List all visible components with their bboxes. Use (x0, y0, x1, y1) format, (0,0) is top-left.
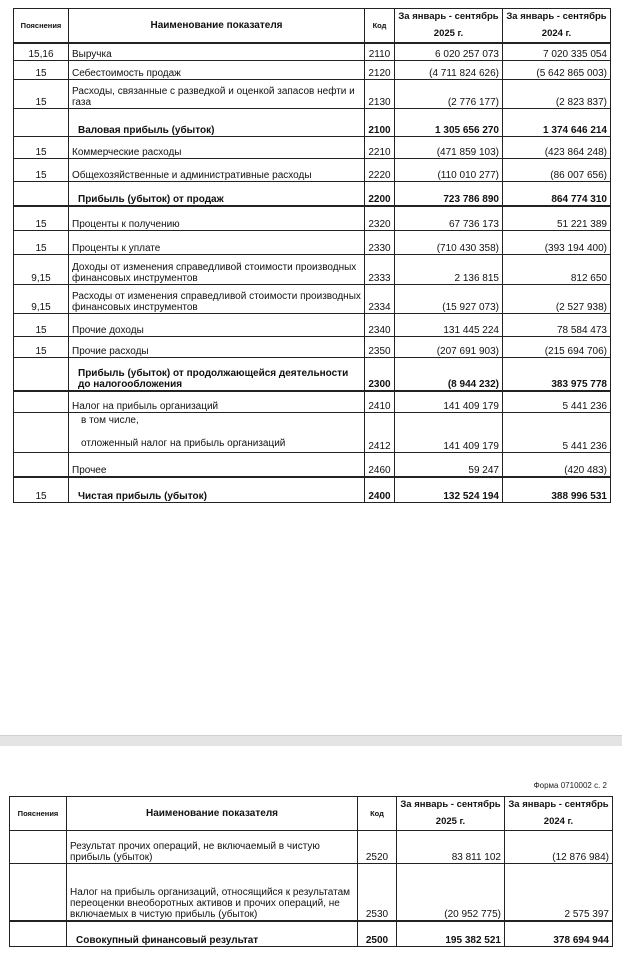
table-row (14, 182, 611, 206)
table-row (14, 206, 611, 231)
table-row (14, 337, 611, 358)
row-code: 2350 (365, 337, 395, 358)
table-row (14, 80, 611, 109)
row-name: Результат прочих операций, не включаемый в чистую прибыль (убыток) (67, 831, 358, 864)
row-name: Расходы, связанные с разведкой и оценкой запасов нефти и газа (69, 80, 365, 109)
table-row (14, 255, 611, 285)
row-note: 15 (14, 61, 69, 80)
row-code: 2130 (365, 80, 395, 109)
row-value-2024: 5 441 236 (503, 391, 611, 413)
row-value-2025: 131 445 224 (395, 314, 503, 337)
row-value-2024: 78 584 473 (503, 314, 611, 337)
row-value-2025: 1 305 656 270 (395, 109, 503, 137)
row-value-2024: (86 007 656) (503, 159, 611, 182)
row-note (10, 831, 67, 864)
row-value-2025: (8 944 232) (395, 358, 503, 391)
row-code: 2460 (365, 453, 395, 477)
row-code: 2200 (365, 182, 395, 206)
row-note: 9,15 (14, 285, 69, 314)
row-value-2024: (215 694 706) (503, 337, 611, 358)
row-value-2024: 7 020 335 054 (503, 43, 611, 61)
row-code: 2530 (358, 864, 397, 921)
header-year-current: 2025 г. (397, 813, 505, 831)
row-value-2025: 195 382 521 (397, 921, 505, 947)
row-value-2024: 1 374 646 214 (503, 109, 611, 137)
row-name-cell (69, 413, 365, 453)
row-note (10, 921, 67, 947)
header-code: Код (365, 9, 395, 43)
table-row (10, 864, 613, 921)
header-year-current: 2025 г. (395, 25, 503, 43)
row-name: Коммерческие расходы (69, 137, 365, 159)
row-value-2025: 59 247 (395, 453, 503, 477)
row-code: 2320 (365, 206, 395, 231)
row-note: 15 (14, 231, 69, 255)
row-value-2024: 864 774 310 (503, 182, 611, 206)
header-indicator-name: Наименование показателя (67, 797, 358, 831)
row-note (14, 413, 69, 453)
row-note: 15 (14, 337, 69, 358)
row-value-2025: 141 409 179 (395, 413, 503, 453)
row-value-2025: (15 927 073) (395, 285, 503, 314)
financial-results-table-page-1 (13, 8, 611, 503)
row-name: отложенный налог на прибыль организаций (81, 438, 286, 449)
row-code: 2500 (358, 921, 397, 947)
row-name: Валовая прибыль (убыток) (69, 109, 365, 137)
row-code: 2120 (365, 61, 395, 80)
row-value-2025: 67 736 173 (395, 206, 503, 231)
row-code: 2520 (358, 831, 397, 864)
row-code: 2300 (365, 358, 395, 391)
row-note (14, 453, 69, 477)
table-row (14, 61, 611, 80)
row-value-2024: (2 527 938) (503, 285, 611, 314)
row-name: Прочие расходы (69, 337, 365, 358)
row-value-2025: (110 010 277) (395, 159, 503, 182)
row-value-2025: (471 859 103) (395, 137, 503, 159)
table-row (14, 159, 611, 182)
row-name: Проценты к получению (69, 206, 365, 231)
row-value-2025: (20 952 775) (397, 864, 505, 921)
header-year-previous: 2024 г. (503, 25, 611, 43)
header-notes: Пояснения (14, 9, 69, 43)
row-value-2024: 388 996 531 (503, 477, 611, 503)
row-name: Прибыль (убыток) от продолжающейся деятельности до налогообложения (69, 358, 365, 391)
table-row (14, 285, 611, 314)
row-code: 2330 (365, 231, 395, 255)
table-row (14, 137, 611, 159)
row-name: Выручка (69, 43, 365, 61)
table-row (14, 231, 611, 255)
row-value-2024: 812 650 (503, 255, 611, 285)
header-period-previous: За январь - сентябрь (503, 9, 611, 25)
row-value-2025: 2 136 815 (395, 255, 503, 285)
row-name: Прочие доходы (69, 314, 365, 337)
report-page-2 (0, 746, 622, 953)
row-note: 15 (14, 137, 69, 159)
header-period-previous: За январь - сентябрь (505, 797, 613, 813)
row-value-2024: (423 864 248) (503, 137, 611, 159)
header-code: Код (358, 797, 397, 831)
row-value-2024: 5 441 236 (503, 413, 611, 453)
form-label: Форма 0710002 с. 2 (533, 781, 607, 790)
row-code: 2410 (365, 391, 395, 413)
row-note (14, 358, 69, 391)
row-value-2025: 141 409 179 (395, 391, 503, 413)
header-year-previous: 2024 г. (505, 813, 613, 831)
row-name: Налог на прибыль организаций (69, 391, 365, 413)
table-row (14, 413, 611, 453)
row-note: 9,15 (14, 255, 69, 285)
row-note (10, 864, 67, 921)
row-value-2024: (12 876 984) (505, 831, 613, 864)
table-row (14, 453, 611, 477)
row-name: Прибыль (убыток) от продаж (69, 182, 365, 206)
row-note: 15 (14, 477, 69, 503)
row-value-2025: (710 430 358) (395, 231, 503, 255)
row-name: Чистая прибыль (убыток) (69, 477, 365, 503)
header-indicator-name: Наименование показателя (69, 9, 365, 43)
header-period-current: За январь - сентябрь (395, 9, 503, 25)
row-code: 2412 (365, 413, 395, 453)
row-code: 2334 (365, 285, 395, 314)
row-value-2024: (420 483) (503, 453, 611, 477)
row-value-2025: (2 776 177) (395, 80, 503, 109)
row-note (14, 109, 69, 137)
row-note: 15,16 (14, 43, 69, 61)
row-value-2024: 2 575 397 (505, 864, 613, 921)
row-value-2024: 383 975 778 (503, 358, 611, 391)
row-value-2025: (4 711 824 626) (395, 61, 503, 80)
table-row (10, 831, 613, 864)
row-value-2024: 378 694 944 (505, 921, 613, 947)
row-value-2024: (2 823 837) (503, 80, 611, 109)
row-value-2024: 51 221 389 (503, 206, 611, 231)
table-row (14, 314, 611, 337)
row-code: 2100 (365, 109, 395, 137)
row-value-2024: (5 642 865 003) (503, 61, 611, 80)
table-row (14, 391, 611, 413)
row-name: Совокупный финансовый результат (67, 921, 358, 947)
row-value-2025: 723 786 890 (395, 182, 503, 206)
row-name: Налог на прибыль организаций, относящийся к результатам переоценки внеоборотных активов и прочих операций, не включаемых в чистую прибыль (убыток) (67, 864, 358, 921)
row-code: 2220 (365, 159, 395, 182)
table-row (14, 43, 611, 61)
header-notes: Пояснения (10, 797, 67, 831)
row-note (14, 182, 69, 206)
table-row (14, 109, 611, 137)
row-name-prefix: в том числе, (81, 415, 139, 426)
row-value-2025: 83 811 102 (397, 831, 505, 864)
table-row (14, 477, 611, 503)
table-row (14, 358, 611, 391)
row-value-2025: 132 524 194 (395, 477, 503, 503)
row-value-2025: 6 020 257 073 (395, 43, 503, 61)
row-name: Доходы от изменения справедливой стоимости производных финансовых инструментов (69, 255, 365, 285)
row-note (14, 391, 69, 413)
financial-results-table-page-2 (9, 796, 613, 947)
row-note: 15 (14, 206, 69, 231)
row-note: 15 (14, 159, 69, 182)
row-name: Общехозяйственные и административные расходы (69, 159, 365, 182)
row-note: 15 (14, 314, 69, 337)
header-period-current: За январь - сентябрь (397, 797, 505, 813)
row-name: Себестоимость продаж (69, 61, 365, 80)
row-code: 2110 (365, 43, 395, 61)
row-name: Расходы от изменения справедливой стоимости производных финансовых инструментов (69, 285, 365, 314)
row-name: Прочее (69, 453, 365, 477)
row-code: 2333 (365, 255, 395, 285)
row-code: 2340 (365, 314, 395, 337)
row-value-2024: (393 194 400) (503, 231, 611, 255)
row-code: 2400 (365, 477, 395, 503)
row-name: Проценты к уплате (69, 231, 365, 255)
row-code: 2210 (365, 137, 395, 159)
row-note: 15 (14, 80, 69, 109)
row-value-2025: (207 691 903) (395, 337, 503, 358)
table-row (10, 921, 613, 947)
